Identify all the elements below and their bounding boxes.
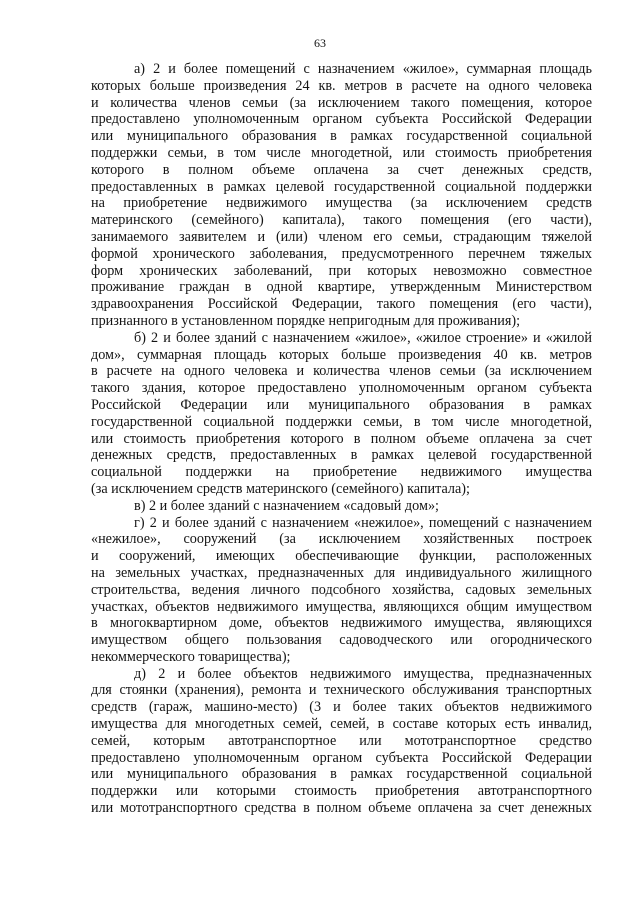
text-line: средств (гараж, машино-место) (3 и более таких объектов недвижимого (91, 699, 592, 716)
text-line: и количества членов семьи (за исключением такого помещения, которое (91, 94, 592, 111)
text-line: а) 2 и более помещений с назначением «жилое», суммарная площадь (134, 61, 592, 77)
page-number: 63 (314, 36, 326, 50)
text-line: семей, которым автотранспортное или мототранспортное средство (91, 732, 592, 749)
text-line: в) 2 и более зданий с назначением «садовый дом»; (134, 497, 439, 514)
text-line: материнского (семейного) капитала), такого помещения (его части), (91, 212, 592, 229)
paragraph (91, 666, 592, 817)
text-line: признанного в установленном порядке непригодным для проживания); (91, 312, 521, 329)
text-line: или муниципального образования в рамках государственной социальной (91, 766, 592, 783)
text-line: на земельных участках, предназначенных для индивидуального жилищного (91, 564, 592, 581)
text-line: поддержки или которыми стоимость приобретения автотранспортного (91, 783, 592, 800)
text-line: в расчете на одного человека и количества членов семьи (за исключением (91, 363, 592, 380)
text-line: здравоохранения Российской Федерации, такого помещения (его части), (91, 296, 592, 313)
text-line: которого в полном объеме оплачена за счет денежных средств, (91, 161, 592, 178)
text-line: или муниципального образования в рамках государственной социальной (91, 128, 592, 145)
paragraph (91, 498, 592, 515)
document-body (91, 61, 592, 817)
text-line: «нежилое», сооружений (за исключением хозяйственных построек (91, 531, 592, 548)
text-line: или мототранспортного средства в полном объеме оплачена за счет денежных (91, 800, 592, 817)
text-line: денежных средств, предоставленных в рамках целевой государственной (91, 447, 592, 464)
text-line: формой хронического заболевания, предусмотренного перечнем тяжелых (91, 245, 592, 262)
text-line: имуществом общего пользования садоводческого или огороднического (91, 632, 592, 649)
paragraph (91, 330, 592, 498)
text-line: предоставлено уполномоченным органом субъекта Российской Федерации (91, 749, 592, 766)
text-line: в многоквартирном доме, объектов недвижимого имущества, являющихся (91, 615, 592, 632)
text-line: г) 2 и более зданий с назначением «нежилое», помещений с назначением (134, 514, 592, 531)
text-line: и сооружений, имеющих обеспечивающие функции, расположенных (91, 548, 592, 565)
text-line: (за исключением средств материнского (семейного) капитала); (91, 480, 470, 497)
text-line: или стоимость приобретения которого в полном объеме оплачена за счет (91, 430, 592, 447)
text-line: поддержки семьи, в том числе многодетной, или стоимость приобретения (91, 144, 592, 161)
text-line: некоммерческого товарищества); (91, 648, 291, 665)
text-line: государственной социальной поддержки семьи, в том числе многодетной, (91, 413, 592, 430)
text-line: б) 2 и более зданий с назначением «жилое», «жилое строение» и «жилой (134, 329, 592, 346)
text-line: предоставленных в рамках целевой государственной социальной поддержки (91, 178, 592, 195)
paragraph (91, 61, 592, 330)
text-line: социальной поддержки на приобретение недвижимого имущества (91, 464, 592, 481)
text-line: д) 2 и более объектов недвижимого имущества, предназначенных (134, 665, 592, 682)
text-line: Российской Федерации или муниципального образования в рамках (91, 396, 592, 413)
text-line: такого здания, которое предоставлено уполномоченным органом субъекта (91, 380, 592, 397)
text-line: на приобретение недвижимого имущества (за исключением средств (91, 195, 592, 212)
text-line: имущества для многодетных семей, семей, в составе которых есть инвалид, (91, 716, 592, 733)
text-line: строительства, ведения личного подсобного хозяйства, садовых земельных (91, 581, 592, 598)
text-line: для стоянки (хранения), ремонта и технического обслуживания транспортных (91, 682, 592, 699)
text-line: участках, объектов недвижимого имущества, являющихся общим имуществом (91, 598, 592, 615)
paragraph (91, 515, 592, 666)
text-line: занимаемого заявителем и (или) членом его семьи, страдающим тяжелой (91, 228, 592, 245)
text-line: которых больше произведения 24 кв. метров в расчете на одного человека (91, 77, 592, 94)
text-line: предоставлено уполномоченным органом субъекта Российской Федерации (91, 111, 592, 128)
text-line: форм хронических заболеваний, при которых невозможно совместное (91, 262, 592, 279)
text-line: проживание граждан в одной квартире, утвержденным Министерством (91, 279, 592, 296)
text-line: дом», суммарная площадь которых больше произведения 40 кв. метров (91, 346, 592, 363)
